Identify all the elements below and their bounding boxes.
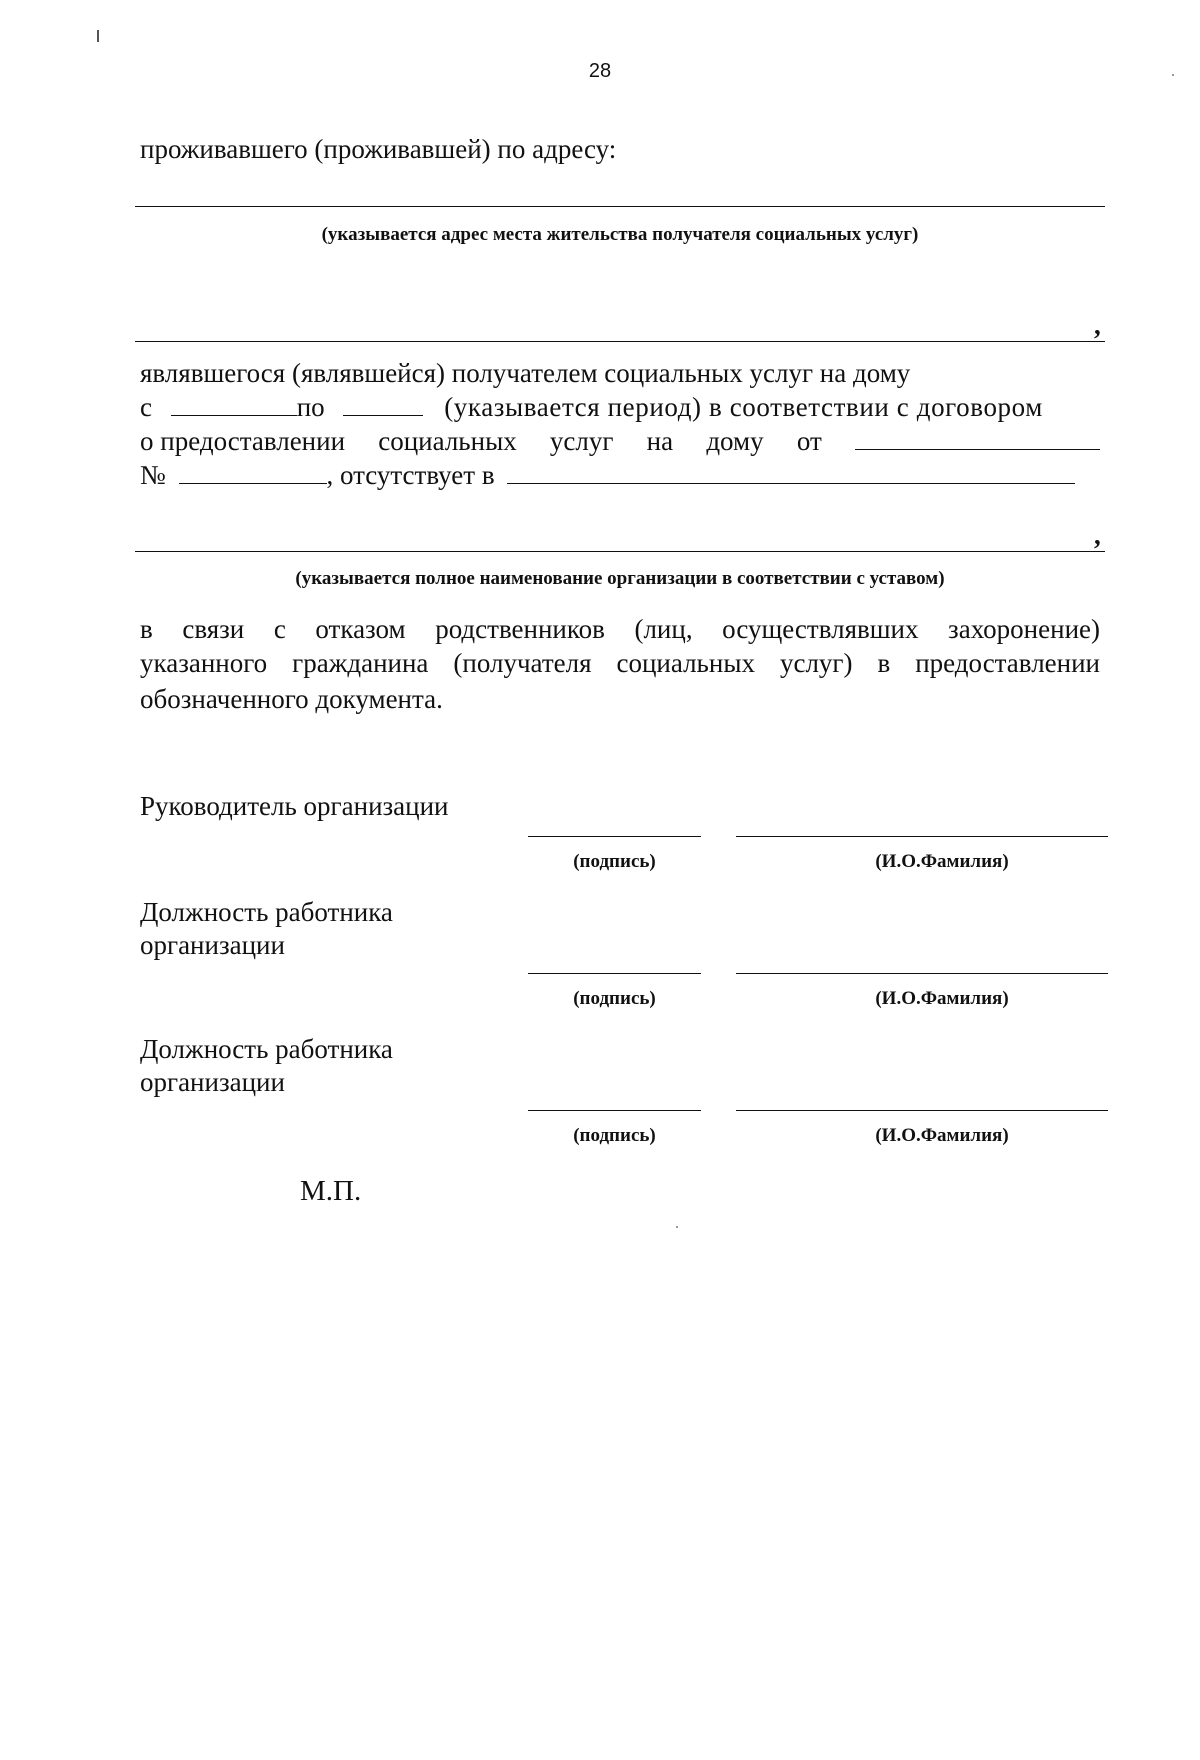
period-from-label: с xyxy=(140,392,152,422)
contract-word: дому xyxy=(706,426,764,456)
reason-line: обозначенного документа. xyxy=(140,684,443,714)
signature-role-line: организации xyxy=(140,1067,285,1097)
name-caption: (И.О.Фамилия) xyxy=(875,1125,1009,1146)
scan-mark xyxy=(97,30,99,42)
period-line xyxy=(140,390,1100,424)
signature-role-line: организации xyxy=(140,930,285,960)
name-caption: (И.О.Фамилия) xyxy=(875,988,1009,1009)
number-line xyxy=(140,458,1075,492)
signature-role-line: Руководитель организации xyxy=(140,791,449,821)
period-text: (указывается период) в соответствии с договором xyxy=(444,392,1043,422)
name-field[interactable] xyxy=(736,973,1108,974)
name-field[interactable] xyxy=(736,836,1108,837)
org-comma: , xyxy=(1094,520,1101,550)
scan-speck xyxy=(676,1226,678,1228)
contract-word: от xyxy=(796,426,822,456)
name-field[interactable] xyxy=(736,1110,1108,1111)
page-number: 28 xyxy=(588,60,612,82)
contract-word: услуг xyxy=(549,426,614,456)
reason-line: указанного гражданина (получателя социальных услуг) в предоставлении xyxy=(140,648,1100,678)
address-comma: , xyxy=(1094,310,1101,340)
signature-role-line: Должность работника xyxy=(140,897,393,927)
contract-word: социальных xyxy=(378,426,517,456)
address-line[interactable] xyxy=(135,206,1105,207)
signature-field[interactable] xyxy=(528,836,701,837)
organization-caption: (указывается полное наименование организации в соответствии с уставом) xyxy=(295,568,945,589)
signature-field[interactable] xyxy=(528,973,701,974)
name-caption: (И.О.Фамилия) xyxy=(875,851,1009,872)
contract-date-field[interactable] xyxy=(855,425,1100,450)
signature-caption: (подпись) xyxy=(573,1125,656,1146)
signature-field[interactable] xyxy=(528,1110,701,1111)
scan-speck xyxy=(1172,74,1174,76)
contract-line xyxy=(140,424,1100,458)
period-to-label: по xyxy=(296,392,325,422)
recipient-line: являвшегося (являвшейся) получателем социальных услуг на дому xyxy=(140,358,911,388)
signature-caption: (подпись) xyxy=(573,851,656,872)
signature-role xyxy=(140,1033,393,1099)
organization-field[interactable] xyxy=(507,459,1075,484)
number-label: № xyxy=(140,460,166,490)
period-to-field[interactable] xyxy=(343,391,423,416)
reason-line: в связи с отказом родственников (лиц, осуществлявших захоронение) xyxy=(140,614,1100,644)
signature-caption: (подпись) xyxy=(573,988,656,1009)
signature-role xyxy=(140,896,393,962)
absent-label: , отсутствует в xyxy=(326,460,495,490)
contract-word: на xyxy=(646,426,674,456)
address-line-2[interactable] xyxy=(135,341,1105,342)
organization-line[interactable] xyxy=(135,551,1105,552)
period-from-field[interactable] xyxy=(171,391,297,416)
address-heading: проживавшего (проживавшей) по адресу: xyxy=(140,134,617,164)
address-caption: (указывается адрес места жительства получателя социальных услуг) xyxy=(321,224,919,245)
contract-number-field[interactable] xyxy=(179,459,327,484)
stamp-place: М.П. xyxy=(300,1175,362,1207)
contract-word: о предоставлении xyxy=(140,426,346,456)
signature-role-line: Должность работника xyxy=(140,1034,393,1064)
signature-role xyxy=(140,790,449,823)
